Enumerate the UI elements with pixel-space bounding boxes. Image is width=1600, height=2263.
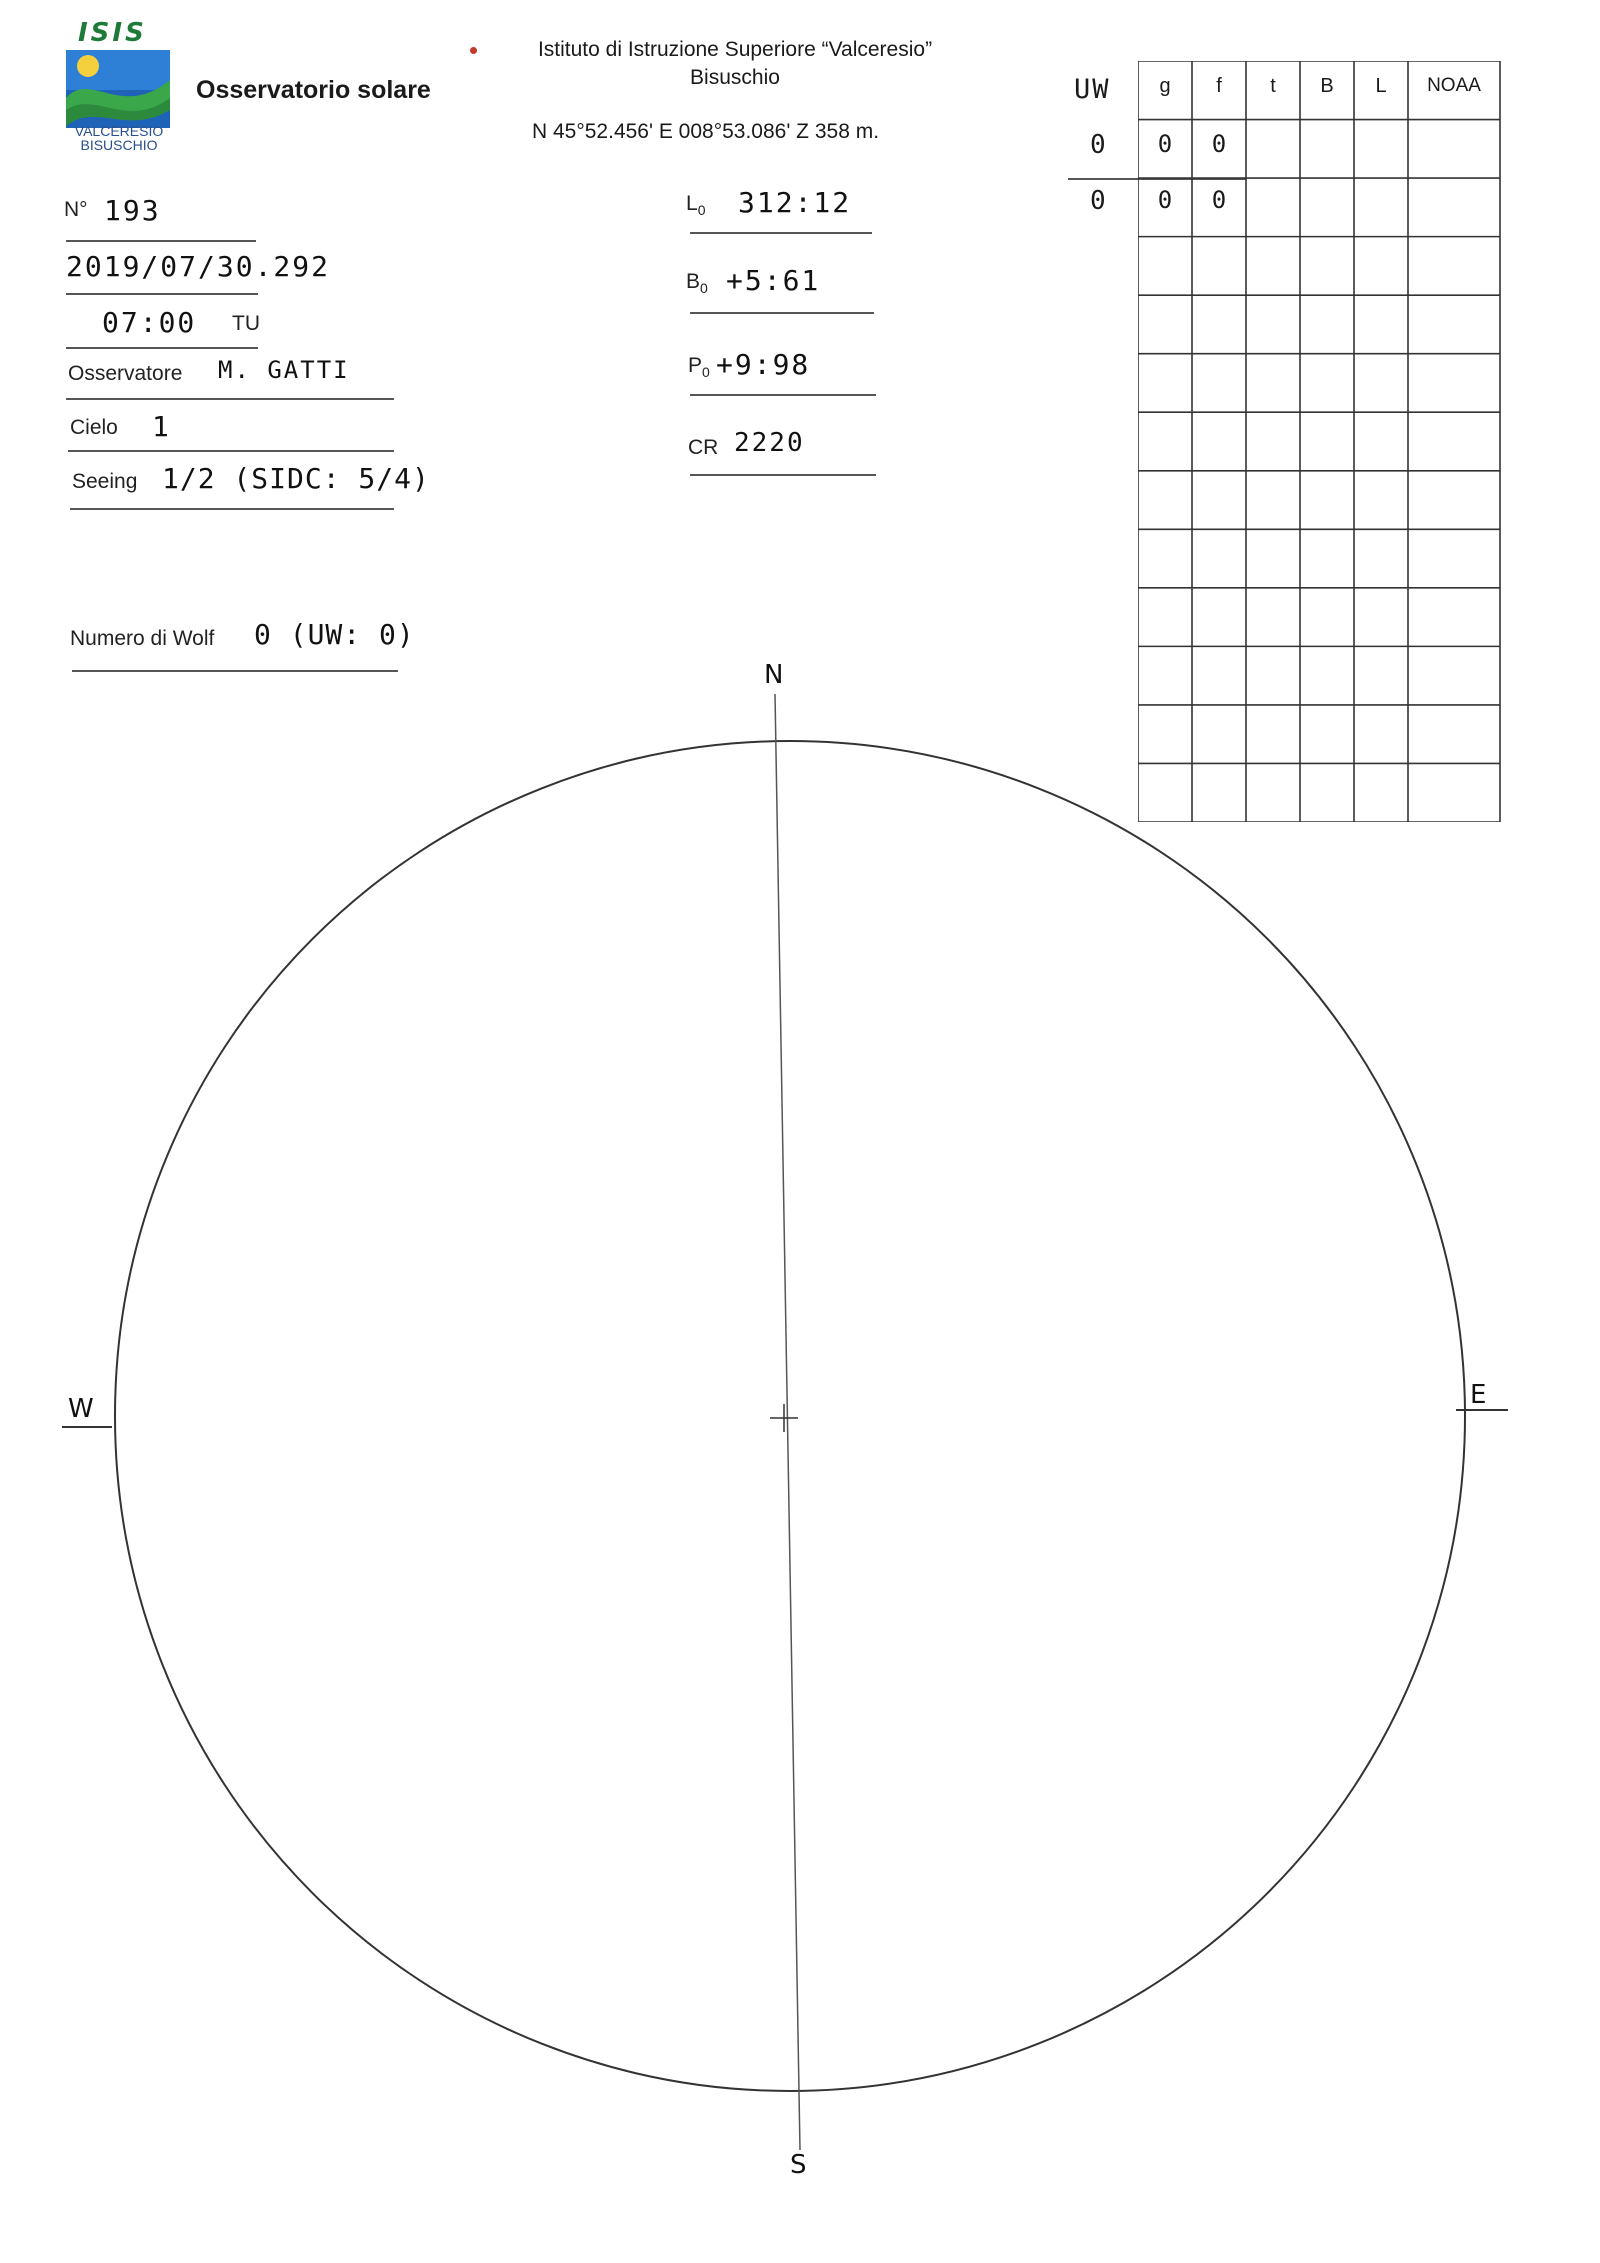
institute-name: Istituto di Istruzione Superiore “Valceresio” <box>537 38 933 61</box>
number-label: N° <box>64 198 88 221</box>
seeing-label: Seeing <box>72 470 138 493</box>
uw-header: UW <box>1074 74 1111 105</box>
l0-letter: L <box>686 192 698 215</box>
p0-letter: P <box>688 354 703 377</box>
wolf-value: 0 (UW: 0) <box>254 618 415 651</box>
b0-value: +5:61 <box>726 264 821 297</box>
p0-subscript: 0 <box>702 364 710 381</box>
sky-value: 1 <box>152 410 171 443</box>
cell-f-row1: 0 <box>1211 130 1227 158</box>
observer-label: Osservatore <box>68 362 183 385</box>
cell-g-row2: 0 <box>1157 186 1173 214</box>
time-unit: TU <box>232 312 260 335</box>
col-header-g: g <box>1159 75 1171 97</box>
col-header-noaa: NOAA <box>1427 75 1481 96</box>
uw-row2-value: 0 <box>1090 186 1106 216</box>
sky-label: Cielo <box>70 416 118 439</box>
solar-disk-outline <box>115 741 1465 2091</box>
wolf-label: Numero di Wolf <box>70 627 215 650</box>
col-header-f: f <box>1216 75 1222 97</box>
logo-caption-line2: BISUSCHIO <box>80 137 158 153</box>
observatory-coordinates: N 45°52.456' E 008°53.086' Z 358 m. <box>532 120 880 143</box>
l0-subscript: 0 <box>697 202 706 219</box>
col-header-b: B <box>1320 75 1334 97</box>
institute-town: Bisuschio <box>690 66 780 89</box>
seeing-value: 1/2 (SIDC: 5/4) <box>162 462 430 495</box>
cardinal-west: W <box>68 1394 94 1424</box>
b0-subscript: 0 <box>700 280 708 297</box>
cardinal-south: S <box>790 2150 807 2180</box>
col-header-t: t <box>1270 75 1276 97</box>
central-meridian-line <box>775 694 800 2150</box>
observer-value: M. GATTI <box>218 356 350 384</box>
cell-g-row1: 0 <box>1157 130 1173 158</box>
time-value: 07:00 <box>102 306 197 339</box>
observatory-title: Osservatorio solare <box>196 76 431 104</box>
cardinal-east: E <box>1470 1380 1487 1410</box>
number-value: 193 <box>104 194 161 227</box>
cardinal-north: N <box>764 660 784 690</box>
uw-row1-value: 0 <box>1090 130 1106 160</box>
p0-value: +9:98 <box>716 348 811 381</box>
l0-value: 312:12 <box>738 186 852 219</box>
b0-letter: B <box>686 270 701 293</box>
cr-value: 2220 <box>734 428 805 458</box>
cell-f-row2: 0 <box>1211 186 1227 214</box>
col-header-l: L <box>1375 75 1387 97</box>
cr-label: CR <box>688 436 719 459</box>
date-value: 2019/07/30.292 <box>66 250 331 283</box>
logo-caption-line1: VALCERESIO <box>74 123 164 139</box>
logo-wordmark: ISIS <box>78 18 147 48</box>
